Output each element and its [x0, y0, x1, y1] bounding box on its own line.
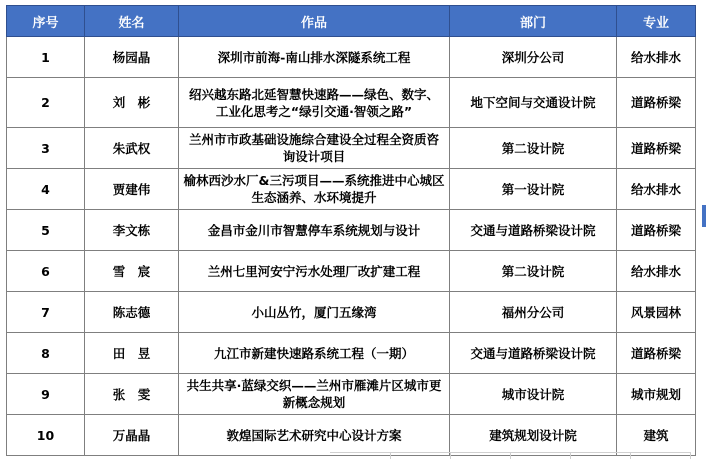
cell-major: 道路桥梁	[617, 333, 696, 374]
cell-major: 道路桥梁	[617, 128, 696, 169]
cell-major: 建筑	[617, 415, 696, 456]
cell-no: 2	[7, 78, 85, 128]
table-row	[7, 415, 696, 456]
cell-work: 共生共享·蓝绿交织——兰州市雁滩片区城市更新概念规划	[179, 374, 450, 415]
cell-no: 7	[7, 292, 85, 333]
cell-dept: 第二设计院	[450, 128, 617, 169]
table-row	[7, 374, 696, 415]
cell-name: 刘 彬	[85, 78, 179, 128]
cell-dept: 交通与道路桥梁设计院	[450, 210, 617, 251]
cell-no: 9	[7, 374, 85, 415]
cell-major: 城市规划	[617, 374, 696, 415]
grid-cell	[570, 452, 631, 459]
cell-major: 给水排水	[617, 169, 696, 210]
table-row	[7, 333, 696, 374]
cell-work: 小山丛竹，厦门五缘湾	[179, 292, 450, 333]
header-dept: 部门	[450, 6, 617, 37]
cell-name: 雪 宸	[85, 251, 179, 292]
cell-name: 陈志德	[85, 292, 179, 333]
cell-name: 朱武权	[85, 128, 179, 169]
cell-work: 九江市新建快速路系统工程（一期）	[179, 333, 450, 374]
cell-no: 4	[7, 169, 85, 210]
table-row	[7, 78, 696, 128]
cell-work: 榆林西沙水厂&三污项目——系统推进中心城区生态涵养、水环境提升	[179, 169, 450, 210]
grid-cell	[510, 452, 571, 459]
award-table-container	[6, 5, 695, 456]
sheet-grid-strip	[0, 452, 708, 459]
scroll-marker	[702, 205, 706, 227]
cell-name: 李文栋	[85, 210, 179, 251]
cell-work: 兰州七里河安宁污水处理厂改扩建工程	[179, 251, 450, 292]
cell-dept: 地下空间与交通设计院	[450, 78, 617, 128]
cell-major: 道路桥梁	[617, 78, 696, 128]
table-row	[7, 128, 696, 169]
cell-major: 风景园林	[617, 292, 696, 333]
cell-work: 敦煌国际艺术研究中心设计方案	[179, 415, 450, 456]
grid-cell	[630, 452, 691, 459]
cell-dept: 第一设计院	[450, 169, 617, 210]
cell-dept: 建筑规划设计院	[450, 415, 617, 456]
table-row	[7, 210, 696, 251]
cell-work: 绍兴越东路北延智慧快速路——绿色、数字、工业化思考之“绿引交通·智领之路”	[179, 78, 450, 128]
cell-major: 给水排水	[617, 251, 696, 292]
cell-no: 3	[7, 128, 85, 169]
cell-name: 万晶晶	[85, 415, 179, 456]
cell-work: 深圳市前海-南山排水深隧系统工程	[179, 37, 450, 78]
cell-no: 10	[7, 415, 85, 456]
cell-no: 6	[7, 251, 85, 292]
cell-dept: 第二设计院	[450, 251, 617, 292]
table-row	[7, 169, 696, 210]
cell-name: 杨园晶	[85, 37, 179, 78]
table-row	[7, 251, 696, 292]
header-name: 姓名	[85, 6, 179, 37]
cell-no: 1	[7, 37, 85, 78]
table-row	[7, 292, 696, 333]
cell-name: 田 昱	[85, 333, 179, 374]
cell-major: 给水排水	[617, 37, 696, 78]
cell-major: 道路桥梁	[617, 210, 696, 251]
grid-cell	[450, 452, 511, 459]
cell-no: 8	[7, 333, 85, 374]
grid-cell	[330, 452, 391, 459]
cell-dept: 深圳分公司	[450, 37, 617, 78]
cell-dept: 福州分公司	[450, 292, 617, 333]
award-table	[6, 5, 696, 456]
cell-dept: 交通与道路桥梁设计院	[450, 333, 617, 374]
table-row	[7, 37, 696, 78]
cell-work: 金昌市金川市智慧停车系统规划与设计	[179, 210, 450, 251]
grid-cell	[390, 452, 451, 459]
cell-name: 贾建伟	[85, 169, 179, 210]
header-work: 作品	[179, 6, 450, 37]
cell-name: 张 雯	[85, 374, 179, 415]
cell-work: 兰州市市政基础设施综合建设全过程全资质咨询设计项目	[179, 128, 450, 169]
header-major: 专业	[617, 6, 696, 37]
table-header-row	[7, 6, 696, 37]
cell-dept: 城市设计院	[450, 374, 617, 415]
cell-no: 5	[7, 210, 85, 251]
header-no: 序号	[7, 6, 85, 37]
